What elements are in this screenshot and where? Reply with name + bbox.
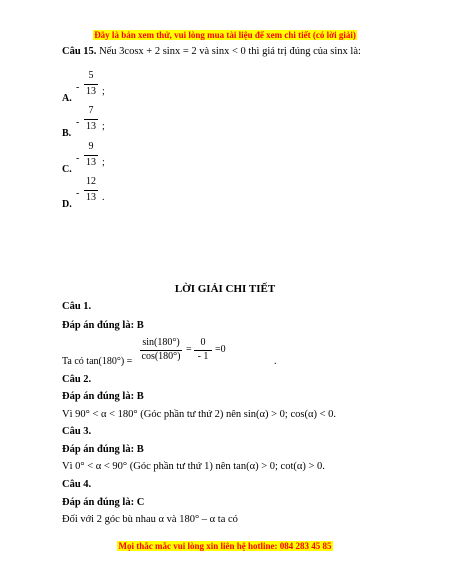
option-c bbox=[62, 141, 182, 175]
equals-sign: = bbox=[186, 344, 192, 355]
numerator: 0 bbox=[200, 337, 206, 348]
c4-text: Đối với 2 góc bù nhau α và 180° – α ta có bbox=[62, 514, 238, 525]
c2-text: Vì 90° < α < 180° (Góc phần tư thứ 2) nên sin(α) > 0; cos(α) < 0. bbox=[62, 409, 337, 420]
c4-answer: Đáp án đúng là: C bbox=[62, 497, 145, 508]
option-a bbox=[62, 70, 182, 104]
punctuation: ; bbox=[102, 86, 105, 97]
option-label: D. bbox=[62, 199, 72, 210]
result: =0 bbox=[215, 344, 226, 355]
denominator: cos(180°) bbox=[141, 351, 181, 362]
fraction-bar bbox=[84, 190, 98, 191]
c1-label: Câu 1. bbox=[62, 301, 92, 312]
numerator: 9 bbox=[88, 141, 94, 152]
hotline-banner-text: Mọi thắc mắc vui lòng xin liên hệ hotline: 084 283 45 85 bbox=[118, 541, 332, 551]
minus-sign: - bbox=[76, 117, 80, 128]
minus-sign: - bbox=[76, 188, 80, 199]
c2-answer: Đáp án đúng là: B bbox=[62, 391, 144, 402]
option-b bbox=[62, 105, 182, 139]
tan-equation bbox=[62, 334, 362, 374]
denominator: 13 bbox=[86, 192, 96, 203]
option-label: A. bbox=[62, 93, 72, 104]
c4-label: Câu 4. bbox=[62, 479, 92, 490]
denominator: 13 bbox=[86, 157, 96, 168]
option-label: B. bbox=[62, 128, 72, 139]
option-label: C. bbox=[62, 164, 72, 175]
period: . bbox=[274, 356, 277, 367]
punctuation: . bbox=[102, 192, 105, 203]
question-15 bbox=[62, 46, 361, 57]
question-label: Câu 15. bbox=[62, 46, 97, 57]
punctuation: ; bbox=[102, 157, 105, 168]
fraction-bar bbox=[84, 119, 98, 120]
denominator: 13 bbox=[86, 86, 96, 97]
c3-label: Câu 3. bbox=[62, 426, 92, 437]
fraction-bar bbox=[84, 155, 98, 156]
minus-sign: - bbox=[76, 153, 80, 164]
numerator: sin(180°) bbox=[142, 337, 180, 348]
hotline-banner bbox=[0, 536, 450, 554]
numerator: 12 bbox=[86, 176, 96, 187]
punctuation: ; bbox=[102, 121, 105, 132]
c1-answer: Đáp án đúng là: B bbox=[62, 320, 144, 331]
denominator: 13 bbox=[86, 121, 96, 132]
denominator: - 1 bbox=[197, 351, 209, 362]
c3-text: Vì 0° < α < 90° (Góc phần tư thứ 1) nên tan(α) > 0; cot(α) > 0. bbox=[62, 461, 325, 472]
preview-banner-text: Đây là bản xem thử, vui lòng mua tài liệu để xem chi tiết (có lời giải) bbox=[94, 30, 356, 40]
c3-answer: Đáp án đúng là: B bbox=[62, 444, 144, 455]
c2-label: Câu 2. bbox=[62, 374, 92, 385]
preview-banner bbox=[0, 25, 450, 43]
numerator: 7 bbox=[88, 105, 94, 116]
question-text: Nếu 3cosx + 2 sinx = 2 và sinx < 0 thì giá trị đúng của sinx là: bbox=[96, 46, 361, 57]
option-d bbox=[62, 176, 182, 210]
numerator: 5 bbox=[88, 70, 94, 81]
equation-prefix: Ta có tan(180°) = bbox=[62, 356, 133, 367]
minus-sign: - bbox=[76, 82, 80, 93]
solution-title: LỜI GIẢI CHI TIẾT bbox=[174, 283, 276, 295]
fraction-bar bbox=[84, 84, 98, 85]
